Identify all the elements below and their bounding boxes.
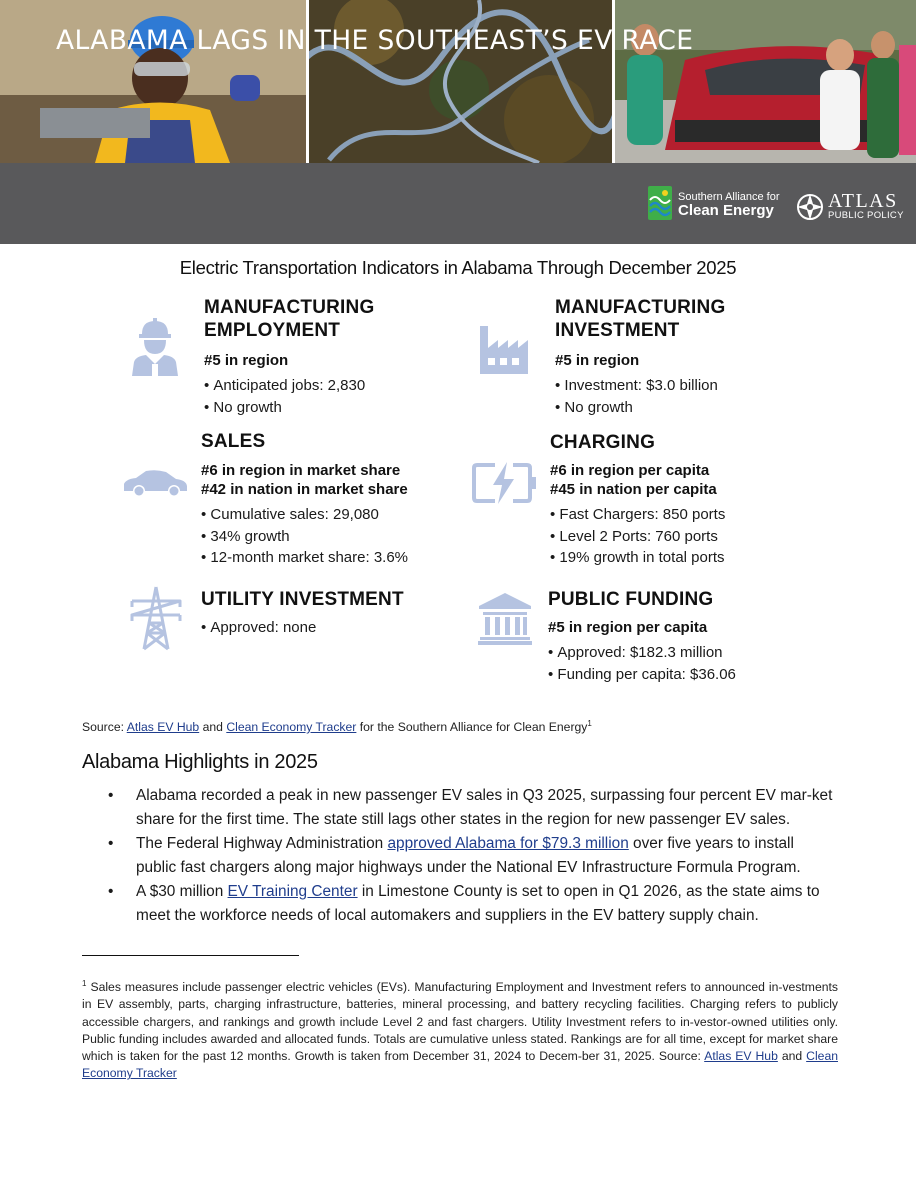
highlights-list [108,784,838,928]
mfg-investment-list [555,375,718,418]
charging-list [550,504,725,569]
list-item: • No growth [204,397,365,419]
nevi-approval-link[interactable]: approved Alabama for $79.3 million [387,835,629,852]
list-item: • The Federal Highway Administration approved Alabama for $79.3 million over five years to install public fast chargers along major highways under the National EV Infrastructure Formula Program. [108,835,801,876]
charging-heading: CHARGING [550,432,656,453]
list-item: • 19% growth in total ports [550,547,725,569]
list-item: • Approved: none [201,617,316,639]
list-item: • Approved: $182.3 million [548,642,736,664]
mfg-employment-list [204,375,365,418]
list-item: • A $30 million EV Training Center in Limestone County is set to open in Q1 2026, as the state aims to meet the workforce needs of local automakers and suppliers in the EV battery supply chain. [108,883,820,924]
mfg-employment-heading: MANUFACTURING EMPLOYMENT [204,297,375,341]
atlas-ev-hub-link[interactable]: Atlas EV Hub [126,720,200,734]
list-item: • 34% growth [201,526,408,548]
sace-logo-icon [648,186,672,220]
list-item: • Funding per capita: $36.06 [548,664,736,686]
sace-logo-line-2: Clean Energy [678,202,774,219]
utility-list [201,617,316,639]
list-item: • Investment: $3.0 billion [555,375,718,397]
public-funding-rank: #5 in region per capita [548,619,708,636]
list-item: • Cumulative sales: 29,080 [201,504,408,526]
public-funding-list [548,642,736,685]
indicators-subtitle: Electric Transportation Indicators in Alabama Through December 2025 [179,257,737,278]
footnote-marker: 1 [587,718,592,728]
list-item: • Anticipated jobs: 2,830 [204,375,365,397]
compass-icon [796,193,824,221]
highlights-title: Alabama Highlights in 2025 [82,751,318,773]
transmission-tower-icon [130,585,182,651]
utility-heading: UTILITY INVESTMENT [201,589,404,610]
mfg-investment-heading: MANUFACTURING INVESTMENT [555,297,726,341]
sace-logo-line-1: Southern Alliance for [678,191,780,203]
battery-charging-icon [471,462,537,504]
atlas-logo-subtitle: PUBLIC POLICY [828,210,904,221]
mfg-employment-rank: #5 in region [204,352,289,369]
list-item: • Alabama recorded a peak in new passenger EV sales in Q3 2025, surpassing four percent EV mar-ket share for the first time. The state still lags other states in the region for new passenger EV sales. [108,787,833,828]
mfg-investment-rank: #5 in region [555,352,640,369]
sales-heading: SALES [201,431,266,452]
ev-training-center-link[interactable]: EV Training Center [227,883,358,900]
source-line: Source: Atlas EV Hub and Clean Economy Tracker for the Southern Alliance for Clean Energy$^1$ [82,718,592,734]
factory-icon [478,322,530,374]
government-building-icon [478,593,532,645]
list-item: • No growth [555,397,718,419]
footnote: $^1$ Sales measures include passenger electric vehicles (EVs). Manufacturing Employment and Investment refers to announced in-vestments in EV assembly, parts, charging infrastructure, batteries, mineral processing, and battery recycling facilities. Charging refers to publicly accessible chargers, and rankings and growth include Level 2 and fast chargers. Utility Investment refers to in-vestor-owned utilities only. Public funding includes awarded and allocated funds. Totals are cumulative unless stated. Rankings are for all time, except for market share which is taken for the past 12 months. Growth is taken from December 31, 2024 to Decem-ber 31, 2025. Source: Atlas EV Hub and Clean Economy Tracker [82,978,838,1081]
footnote-clean-economy-tracker-link[interactable]: Clean Economy Tracker [82,1049,838,1081]
clean-economy-tracker-link[interactable]: Clean Economy Tracker [226,720,357,734]
car-icon [122,469,189,497]
footnote-atlas-ev-hub-link[interactable]: Atlas EV Hub [704,1049,778,1064]
sales-rank: #6 in region in market share #42 in nation in market share [201,462,408,498]
public-funding-heading: PUBLIC FUNDING [548,589,714,610]
list-item: • 12-month market share: 3.6% [201,547,408,569]
worker-icon [128,318,182,376]
atlas-logo-name: ATLAS [828,190,898,212]
charging-rank: #6 in region per capita #45 in nation per capita [550,462,717,498]
page-title: ALABAMA LAGS IN THE SOUTHEAST’S EV RACE [56,25,694,56]
list-item: • Level 2 Ports: 760 ports [550,526,725,548]
list-item: • Fast Chargers: 850 ports [550,504,725,526]
sales-list [201,504,408,569]
title-banner [0,163,916,244]
footnote-divider [82,955,299,956]
